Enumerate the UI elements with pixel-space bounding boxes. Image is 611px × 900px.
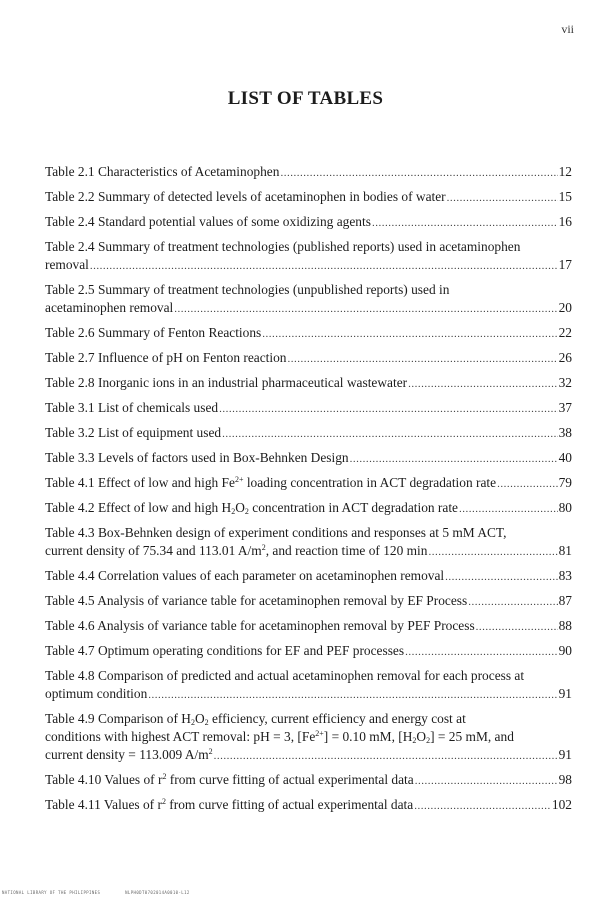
toc-entry-table-2-2 (45, 188, 572, 207)
toc-entry-table-4-9 (45, 710, 572, 765)
entry-label: Table 2.2 Summary of detected levels of acetaminophen in bodies of water (45, 189, 446, 204)
dot-leader (219, 400, 558, 418)
entry-label: Table 4.11 Values of $r^2$ from curve fitting of actual experimental data (45, 797, 414, 812)
dot-leader (214, 747, 558, 765)
toc-entry-table-2-5 (45, 281, 572, 318)
dot-leader (459, 500, 558, 518)
entry-label: Table 4.4 Correlation values of each parameter on acetaminophen removal (45, 568, 445, 583)
toc-entry-table-4-5 (45, 592, 572, 611)
footer-library: NATIONAL LIBRARY OF THE PHILIPPINES (2, 890, 101, 895)
entry-label: Table 2.7 Influence of pH on Fenton reaction (45, 350, 287, 365)
dot-leader (174, 300, 557, 318)
entry-page: 80 (558, 500, 572, 515)
toc-entry-table-4-11 (45, 796, 572, 815)
toc-entry-table-4-6 (45, 617, 572, 636)
entry-label: Table 3.1 List of chemicals used (45, 400, 219, 415)
entry-label: Table 2.1 Characteristics of Acetaminophen (45, 164, 280, 179)
entry-label: Table 4.10 Values of $r^2$ from curve fitting of actual experimental data (45, 772, 414, 787)
table-list (45, 163, 572, 821)
dot-leader (415, 772, 558, 790)
entry-label-line1: Table 4.9 Comparison of $H_2O_2$ efficiency, current efficiency and energy cost at (45, 711, 466, 727)
toc-entry-table-4-7 (45, 642, 572, 661)
dot-leader (372, 214, 558, 232)
entry-page: 20 (558, 300, 572, 315)
dot-leader (447, 189, 558, 207)
entry-label-line2: removal (45, 257, 89, 272)
entry-label-line1: Table 2.5 Summary of treatment technologies (unpublished reports) used in (45, 282, 450, 297)
entry-page: 40 (558, 450, 572, 465)
dot-leader (90, 257, 558, 275)
entry-label: Table 4.1 Effect of low and high $Fe^{2+}$ loading concentration in ACT degradation rate (45, 475, 497, 490)
entry-page: 83 (558, 568, 572, 583)
library-footer (2, 890, 212, 895)
toc-entry-table-2-4-technologies (45, 238, 572, 275)
toc-entry-table-4-10 (45, 771, 572, 790)
entry-label-line2: optimum condition (45, 686, 148, 701)
entry-page: 88 (558, 618, 572, 633)
entry-page: 79 (558, 475, 572, 490)
dot-leader (414, 797, 551, 815)
entry-page: 91 (558, 747, 572, 762)
toc-entry-table-2-8 (45, 374, 572, 393)
dot-leader (476, 618, 558, 636)
entry-label: Table 4.6 Analysis of variance table for acetaminophen removal by PEF Process (45, 618, 475, 633)
toc-entry-table-4-3 (45, 524, 572, 561)
dot-leader (497, 475, 558, 493)
toc-entry-table-3-2 (45, 424, 572, 443)
entry-label: Table 3.3 Levels of factors used in Box-Behnken Design (45, 450, 349, 465)
entry-label-line1: Table 4.3 Box-Behnken design of experiment conditions and responses at 5 mM ACT, (45, 525, 507, 540)
entry-label: Table 2.4 Standard potential values of some oxidizing agents (45, 214, 371, 229)
dot-leader (350, 450, 558, 468)
entry-label: Table 4.7 Optimum operating conditions for EF and PEF processes (45, 643, 405, 658)
toc-entry-table-2-7 (45, 349, 572, 368)
entry-page: 91 (558, 686, 572, 701)
entry-label-line2: conditions with highest ACT removal: pH = 3, $[Fe^{2+}] = 0.10$ mM, $[H_2O_2] = 25$ mM, and (45, 729, 514, 745)
entry-page: 15 (558, 189, 572, 204)
toc-entry-table-3-3 (45, 449, 572, 468)
dot-leader (280, 164, 557, 182)
dot-leader (405, 643, 558, 661)
entry-label-line1: Table 4.8 Comparison of predicted and actual acetaminophen removal for each process at (45, 668, 525, 683)
entry-page: 17 (558, 257, 572, 272)
dot-leader (445, 568, 557, 586)
toc-entry-table-4-4 (45, 567, 572, 586)
entry-label-line1: Table 2.4 Summary of treatment technologies (published reports) used in acetaminophen (45, 239, 521, 254)
entry-page: 16 (558, 214, 572, 229)
entry-label: Table 3.2 List of equipment used (45, 425, 222, 440)
entry-page: 22 (558, 325, 572, 340)
toc-entry-table-4-1 (45, 474, 572, 493)
dot-leader (468, 593, 557, 611)
entry-page: 98 (558, 772, 572, 787)
footer-code: NLPH0DT0702014A0010-L12 (125, 890, 190, 895)
dot-leader (428, 543, 557, 561)
entry-label: Table 2.6 Summary of Fenton Reactions (45, 325, 262, 340)
entry-page: 38 (558, 425, 572, 440)
entry-page: 90 (558, 643, 572, 658)
entry-label: Table 2.8 Inorganic ions in an industrial pharmaceutical wastewater (45, 375, 408, 390)
toc-entry-table-4-8 (45, 667, 572, 704)
toc-entry-table-2-4-potentials (45, 213, 572, 232)
page-title: LIST OF TABLES (227, 88, 384, 109)
entry-page: 37 (558, 400, 572, 415)
entry-page: 81 (558, 543, 572, 558)
entry-page: 12 (558, 164, 572, 179)
dot-leader (148, 686, 557, 704)
entry-page: 26 (558, 350, 572, 365)
page-number: vii (561, 22, 574, 36)
toc-entry-table-3-1 (45, 399, 572, 418)
entry-page: 87 (558, 593, 572, 608)
toc-entry-table-2-6 (45, 324, 572, 343)
entry-page: 32 (558, 375, 572, 390)
entry-label-line2: current density of 75.34 and 113.01 $A/m^2$, and reaction time of 120 min (45, 543, 428, 558)
entry-page: 102 (551, 797, 572, 812)
dot-leader (408, 375, 558, 393)
entry-label-line3: current density = 113.009 $A/m^2$ (45, 747, 213, 762)
toc-entry-table-4-2 (45, 499, 572, 518)
toc-entry-table-2-1 (45, 163, 572, 182)
dot-leader (262, 325, 557, 343)
entry-label: Table 4.2 Effect of low and high $H_2O_2$ concentration in ACT degradation rate (45, 500, 459, 516)
entry-label: Table 4.5 Analysis of variance table for acetaminophen removal by EF Process (45, 593, 468, 608)
dot-leader (222, 425, 558, 443)
entry-label-line2: acetaminophen removal (45, 300, 174, 315)
dot-leader (288, 350, 558, 368)
